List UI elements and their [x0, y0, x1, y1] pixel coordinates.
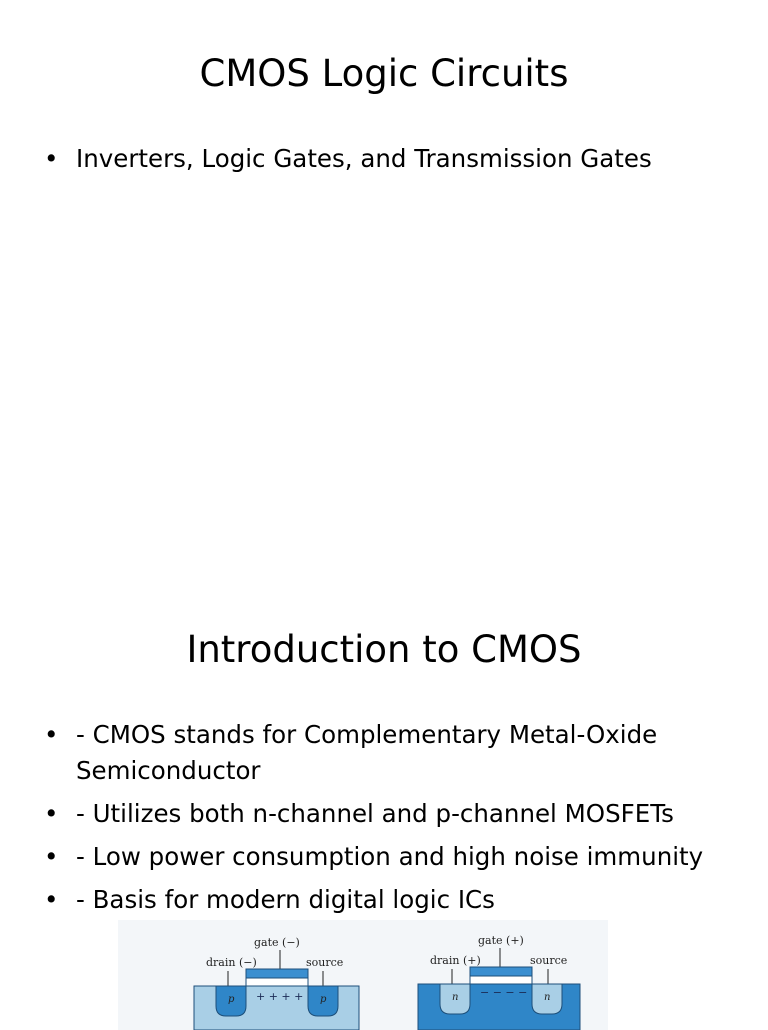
bullet-item: • - Basis for modern digital logic ICs: [0, 882, 768, 918]
pmos-cross-section: [194, 936, 359, 1030]
gate-metal: [246, 969, 308, 978]
drain-region-label: p: [228, 994, 235, 1005]
bullet-list: [0, 717, 768, 925]
channel-charges: − − − −: [480, 986, 528, 999]
source-region-label: n: [544, 992, 551, 1003]
source-region-label: p: [320, 994, 327, 1005]
gate-metal: [470, 967, 532, 976]
drain-label: drain (−): [206, 956, 257, 969]
nmos-cross-section: [418, 934, 580, 1030]
source-label: source: [530, 954, 568, 967]
bullet-item: • Inverters, Logic Gates, and Transmission Gates: [0, 141, 768, 177]
gate-label: gate (+): [478, 934, 524, 947]
bullet-item: • - Low power consumption and high noise immunity: [0, 839, 768, 875]
bullet-item: • - Utilizes both n-channel and p-channel MOSFETs: [0, 796, 768, 832]
gate-oxide: [470, 976, 532, 984]
mosfet-cross-section-figure: [118, 920, 608, 1030]
mosfet-diagram: [118, 920, 608, 1030]
channel-charges: + + + +: [256, 990, 304, 1003]
slide-2: [0, 576, 768, 1024]
drain-label: drain (+): [430, 954, 481, 967]
slide-title: Introduction to CMOS: [186, 628, 582, 671]
bullet-item: • - CMOS stands for Complementary Metal-Oxide Semiconductor: [0, 717, 768, 789]
drain-region-label: n: [452, 992, 459, 1003]
bullet-list: [0, 141, 768, 177]
gate-oxide: [246, 978, 308, 986]
slide-title: CMOS Logic Circuits: [199, 52, 569, 95]
gate-label: gate (−): [254, 936, 300, 949]
source-label: source: [306, 956, 344, 969]
